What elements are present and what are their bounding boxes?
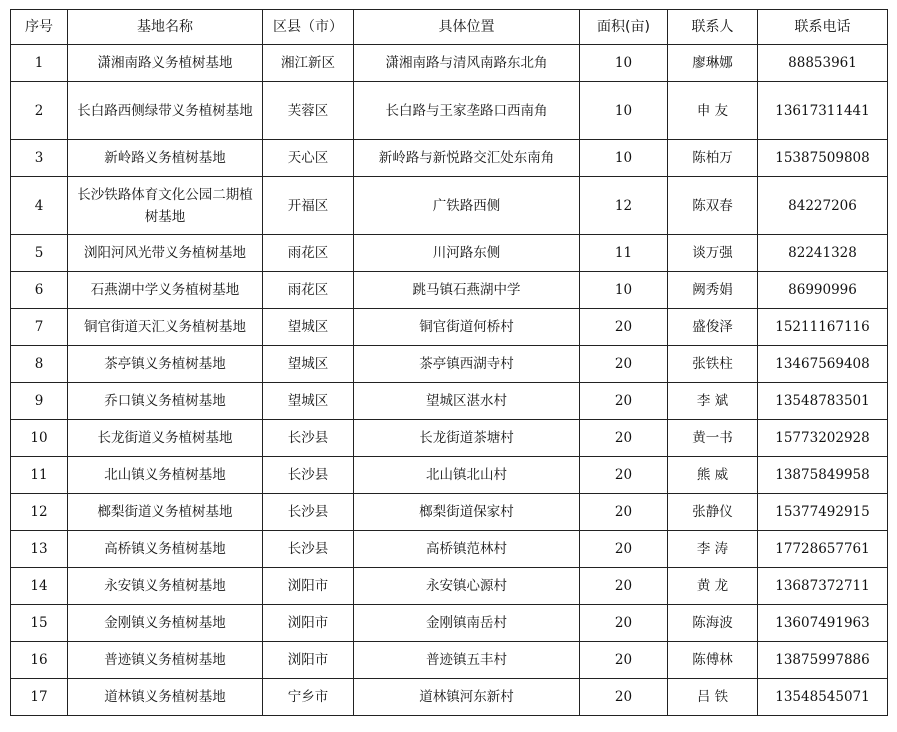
cell-phone: 15773202928	[758, 420, 888, 457]
cell-district: 湘江新区	[263, 45, 354, 82]
cell-name: 永安镇义务植树基地	[68, 568, 263, 605]
cell-phone: 15387509808	[758, 140, 888, 177]
cell-contact: 张静仪	[668, 494, 758, 531]
cell-area: 12	[580, 177, 668, 235]
cell-district: 浏阳市	[263, 568, 354, 605]
cell-location: 金刚镇南岳村	[354, 605, 580, 642]
cell-name: 石燕湖中学义务植树基地	[68, 272, 263, 309]
cell-phone: 17728657761	[758, 531, 888, 568]
cell-district: 望城区	[263, 346, 354, 383]
cell-location: 潇湘南路与清风南路东北角	[354, 45, 580, 82]
cell-no: 2	[11, 82, 68, 140]
table-row	[11, 605, 888, 642]
header-location: 具体位置	[354, 10, 580, 45]
cell-no: 10	[11, 420, 68, 457]
cell-location: 永安镇心源村	[354, 568, 580, 605]
cell-district: 长沙县	[263, 531, 354, 568]
cell-no: 8	[11, 346, 68, 383]
table-row	[11, 420, 888, 457]
cell-contact: 陈柏万	[668, 140, 758, 177]
cell-location: 铜官街道何桥村	[354, 309, 580, 346]
cell-area: 20	[580, 457, 668, 494]
cell-name: 北山镇义务植树基地	[68, 457, 263, 494]
cell-name: 浏阳河风光带义务植树基地	[68, 235, 263, 272]
cell-area: 10	[580, 45, 668, 82]
cell-area: 20	[580, 383, 668, 420]
header-area: 面积(亩)	[580, 10, 668, 45]
cell-location: 新岭路与新悦路交汇处东南角	[354, 140, 580, 177]
table-row	[11, 140, 888, 177]
cell-name: 新岭路义务植树基地	[68, 140, 263, 177]
header-name: 基地名称	[68, 10, 263, 45]
header-row	[11, 10, 888, 45]
cell-phone: 13875997886	[758, 642, 888, 679]
cell-location: 普迹镇五丰村	[354, 642, 580, 679]
cell-area: 10	[580, 140, 668, 177]
table-row	[11, 494, 888, 531]
cell-district: 雨花区	[263, 235, 354, 272]
cell-no: 17	[11, 679, 68, 716]
cell-area: 20	[580, 346, 668, 383]
cell-phone: 88853961	[758, 45, 888, 82]
cell-name: 金刚镇义务植树基地	[68, 605, 263, 642]
header-contact: 联系人	[668, 10, 758, 45]
cell-area: 20	[580, 605, 668, 642]
cell-district: 开福区	[263, 177, 354, 235]
cell-location: 长白路与王家垄路口西南角	[354, 82, 580, 140]
cell-contact: 陈双春	[668, 177, 758, 235]
cell-no: 3	[11, 140, 68, 177]
cell-phone: 13687372711	[758, 568, 888, 605]
cell-area: 20	[580, 679, 668, 716]
cell-location: 榔梨街道保家村	[354, 494, 580, 531]
cell-phone: 13548783501	[758, 383, 888, 420]
cell-contact: 盛俊泽	[668, 309, 758, 346]
cell-location: 道林镇河东新村	[354, 679, 580, 716]
cell-phone: 84227206	[758, 177, 888, 235]
cell-district: 天心区	[263, 140, 354, 177]
cell-no: 13	[11, 531, 68, 568]
cell-district: 雨花区	[263, 272, 354, 309]
cell-area: 20	[580, 420, 668, 457]
cell-district: 长沙县	[263, 420, 354, 457]
table-row	[11, 642, 888, 679]
table-row	[11, 531, 888, 568]
cell-name: 茶亭镇义务植树基地	[68, 346, 263, 383]
cell-location: 川河路东侧	[354, 235, 580, 272]
cell-area: 10	[580, 82, 668, 140]
cell-name: 潇湘南路义务植树基地	[68, 45, 263, 82]
table-body	[11, 45, 888, 716]
cell-name: 普迹镇义务植树基地	[68, 642, 263, 679]
header-phone: 联系电话	[758, 10, 888, 45]
table-row	[11, 457, 888, 494]
table-row	[11, 309, 888, 346]
table-row	[11, 82, 888, 140]
cell-location: 茶亭镇西湖寺村	[354, 346, 580, 383]
cell-no: 16	[11, 642, 68, 679]
cell-location: 广铁路西侧	[354, 177, 580, 235]
cell-location: 高桥镇范林村	[354, 531, 580, 568]
cell-location: 北山镇北山村	[354, 457, 580, 494]
cell-phone: 82241328	[758, 235, 888, 272]
cell-contact: 熊 威	[668, 457, 758, 494]
cell-phone: 13467569408	[758, 346, 888, 383]
cell-contact: 李 涛	[668, 531, 758, 568]
cell-phone: 13617311441	[758, 82, 888, 140]
cell-area: 20	[580, 568, 668, 605]
cell-location: 长龙街道茶塘村	[354, 420, 580, 457]
cell-district: 望城区	[263, 309, 354, 346]
table-row	[11, 679, 888, 716]
cell-contact: 阙秀娟	[668, 272, 758, 309]
cell-contact: 黄 龙	[668, 568, 758, 605]
cell-name: 长沙铁路体育文化公园二期植树基地	[68, 177, 263, 235]
cell-contact: 吕 铁	[668, 679, 758, 716]
cell-district: 望城区	[263, 383, 354, 420]
cell-contact: 谈万强	[668, 235, 758, 272]
cell-district: 长沙县	[263, 457, 354, 494]
table-row	[11, 383, 888, 420]
cell-phone: 13607491963	[758, 605, 888, 642]
cell-no: 5	[11, 235, 68, 272]
table-row	[11, 235, 888, 272]
table-row	[11, 45, 888, 82]
cell-no: 12	[11, 494, 68, 531]
header-district: 区县（市）	[263, 10, 354, 45]
cell-contact: 张铁柱	[668, 346, 758, 383]
cell-area: 10	[580, 272, 668, 309]
table-row	[11, 272, 888, 309]
cell-no: 11	[11, 457, 68, 494]
cell-district: 芙蓉区	[263, 82, 354, 140]
cell-name: 乔口镇义务植树基地	[68, 383, 263, 420]
cell-no: 6	[11, 272, 68, 309]
cell-contact: 陈海波	[668, 605, 758, 642]
cell-contact: 李 斌	[668, 383, 758, 420]
cell-phone: 13548545071	[758, 679, 888, 716]
planting-base-table	[10, 9, 888, 716]
cell-no: 14	[11, 568, 68, 605]
cell-phone: 15211167116	[758, 309, 888, 346]
cell-location: 望城区湛水村	[354, 383, 580, 420]
cell-phone: 13875849958	[758, 457, 888, 494]
cell-area: 20	[580, 531, 668, 568]
cell-no: 1	[11, 45, 68, 82]
cell-district: 宁乡市	[263, 679, 354, 716]
cell-district: 浏阳市	[263, 605, 354, 642]
cell-no: 15	[11, 605, 68, 642]
cell-name: 长龙街道义务植树基地	[68, 420, 263, 457]
cell-name: 榔梨街道义务植树基地	[68, 494, 263, 531]
cell-district: 浏阳市	[263, 642, 354, 679]
cell-contact: 廖琳娜	[668, 45, 758, 82]
cell-location: 跳马镇石燕湖中学	[354, 272, 580, 309]
table-row	[11, 346, 888, 383]
cell-contact: 黄一书	[668, 420, 758, 457]
cell-phone: 15377492915	[758, 494, 888, 531]
cell-name: 长白路西侧绿带义务植树基地	[68, 82, 263, 140]
cell-no: 7	[11, 309, 68, 346]
cell-no: 4	[11, 177, 68, 235]
cell-area: 20	[580, 309, 668, 346]
cell-name: 铜官街道天汇义务植树基地	[68, 309, 263, 346]
cell-district: 长沙县	[263, 494, 354, 531]
table-row	[11, 568, 888, 605]
cell-area: 20	[580, 494, 668, 531]
cell-name: 高桥镇义务植树基地	[68, 531, 263, 568]
cell-name: 道林镇义务植树基地	[68, 679, 263, 716]
table-row	[11, 177, 888, 235]
cell-no: 9	[11, 383, 68, 420]
header-no: 序号	[11, 10, 68, 45]
cell-contact: 申 友	[668, 82, 758, 140]
cell-area: 20	[580, 642, 668, 679]
cell-contact: 陈傅林	[668, 642, 758, 679]
cell-phone: 86990996	[758, 272, 888, 309]
cell-area: 11	[580, 235, 668, 272]
